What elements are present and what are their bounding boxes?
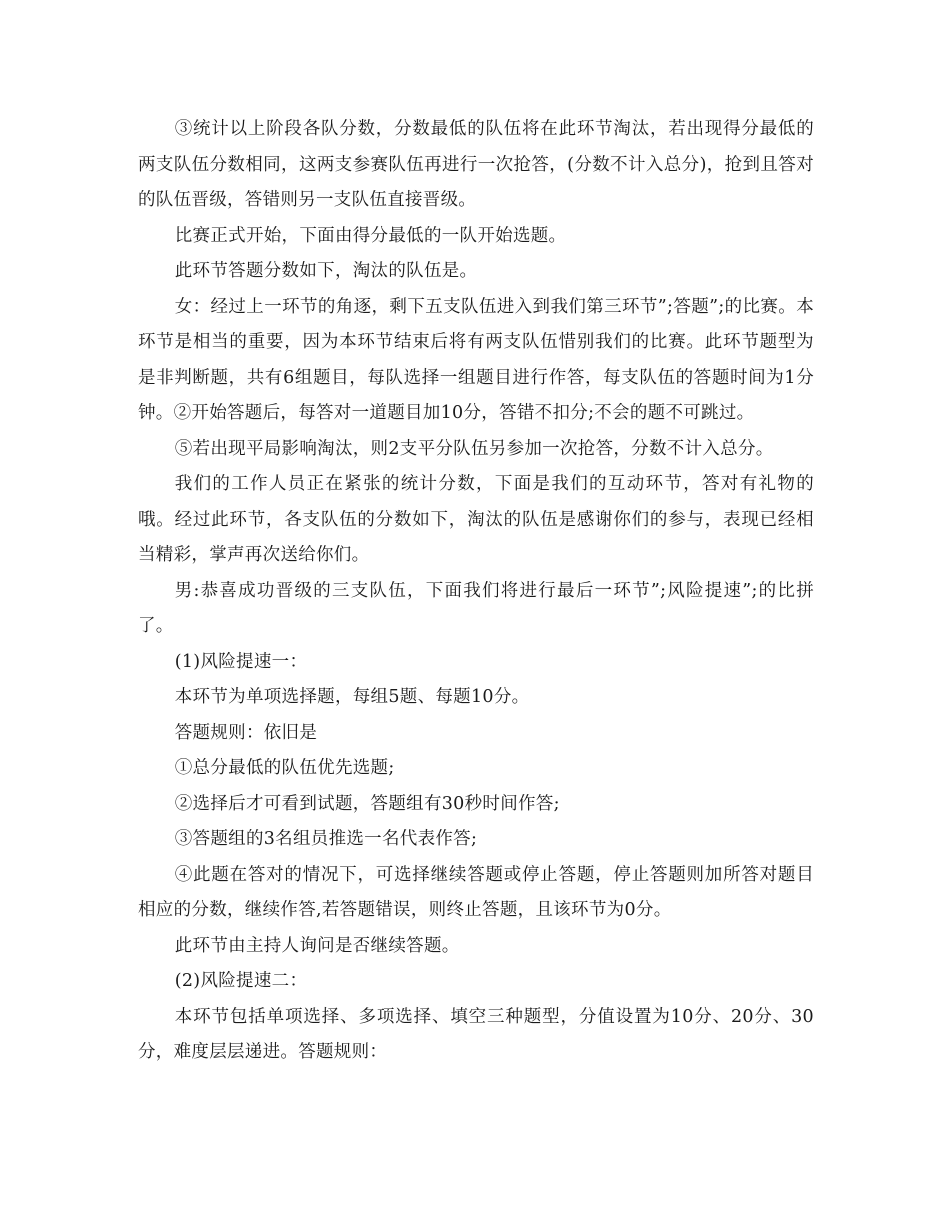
paragraph-male-host-intro: 男:恭喜成功晋级的三支队伍，下面我们将进行最后一环节”;风险提速”;的比拼了。 <box>138 580 814 636</box>
paragraph-match-start: 比赛正式开始，下面由得分最低的一队开始选题。 <box>174 225 567 246</box>
paragraph-rule-1: ①总分最低的队伍优先选题; <box>174 758 395 778</box>
paragraph-scores-announcement: 此环节答题分数如下，淘汰的队伍是。 <box>174 261 478 281</box>
paragraph-female-host-intro: 女：经过上一环节的角逐，剩下五支队伍进入到我们第三环节”;答题”;的比赛。本环节是相当的重要，因为本环节结束后将有两支队伍惜别我们的比赛。此环节题型为是非判断题，共有6组题目，每队选择一组题目进行作答，每支队伍的答题时间为1分钟。②开始答题后，每答对一道题目加10分，答错不扣分;不会的题不可跳过。 <box>138 296 814 423</box>
paragraph-rule-2: ②选择后才可看到试题，答题组有30秒时间作答; <box>174 793 560 814</box>
paragraph-risk-round-1-format: 本环节为单项选择题，每组5题、每题10分。 <box>174 687 530 707</box>
paragraph-risk-round-2-format: 本环节包括单项选择、多项选择、填空三种题型，分值设置为10分、20分、30分，难度层层递进。答题规则： <box>138 1006 814 1062</box>
paragraph-rule-3: ③答题组的3名组员推选一名代表作答; <box>174 829 478 849</box>
paragraph-risk-round-1-heading: (1)风险提速一： <box>174 651 308 672</box>
paragraph-interactive-segment: 我们的工作人员正在紧张的统计分数，下面是我们的互动环节，答对有礼物的哦。经过此环节，各支队伍的分数如下，淘汰的队伍是感谢你们的参与，表现已经相当精彩，掌声再次送给你们。 <box>138 474 814 565</box>
paragraph-risk-round-2-heading: (2)风险提速二： <box>174 971 308 991</box>
paragraph-tie-rule: ⑤若出现平局影响淘汰，则2支平分队伍另参加一次抢答，分数不计入总分。 <box>174 438 774 459</box>
paragraph-rule-4: ④此题在答对的情况下，可选择继续答题或停止答题，停止答题则加所答对题目相应的分数，继续作答,若答题错误，则终止答题，且该环节为0分。 <box>138 864 814 920</box>
document-body <box>138 112 814 1071</box>
paragraph-elimination-rule: ③统计以上阶段各队分数，分数最低的队伍将在此环节淘汰，若出现得分最低的两支队伍分数相同，这两支参赛队伍再进行一次抢答，(分数不计入总分)，抢到且答对的队伍晋级，答错则另一支队伍直接晋级。 <box>138 119 814 210</box>
paragraph-answer-rules-heading: 答题规则：依旧是 <box>174 722 318 743</box>
paragraph-host-asks: 此环节由主持人询问是否继续答题。 <box>174 935 460 956</box>
